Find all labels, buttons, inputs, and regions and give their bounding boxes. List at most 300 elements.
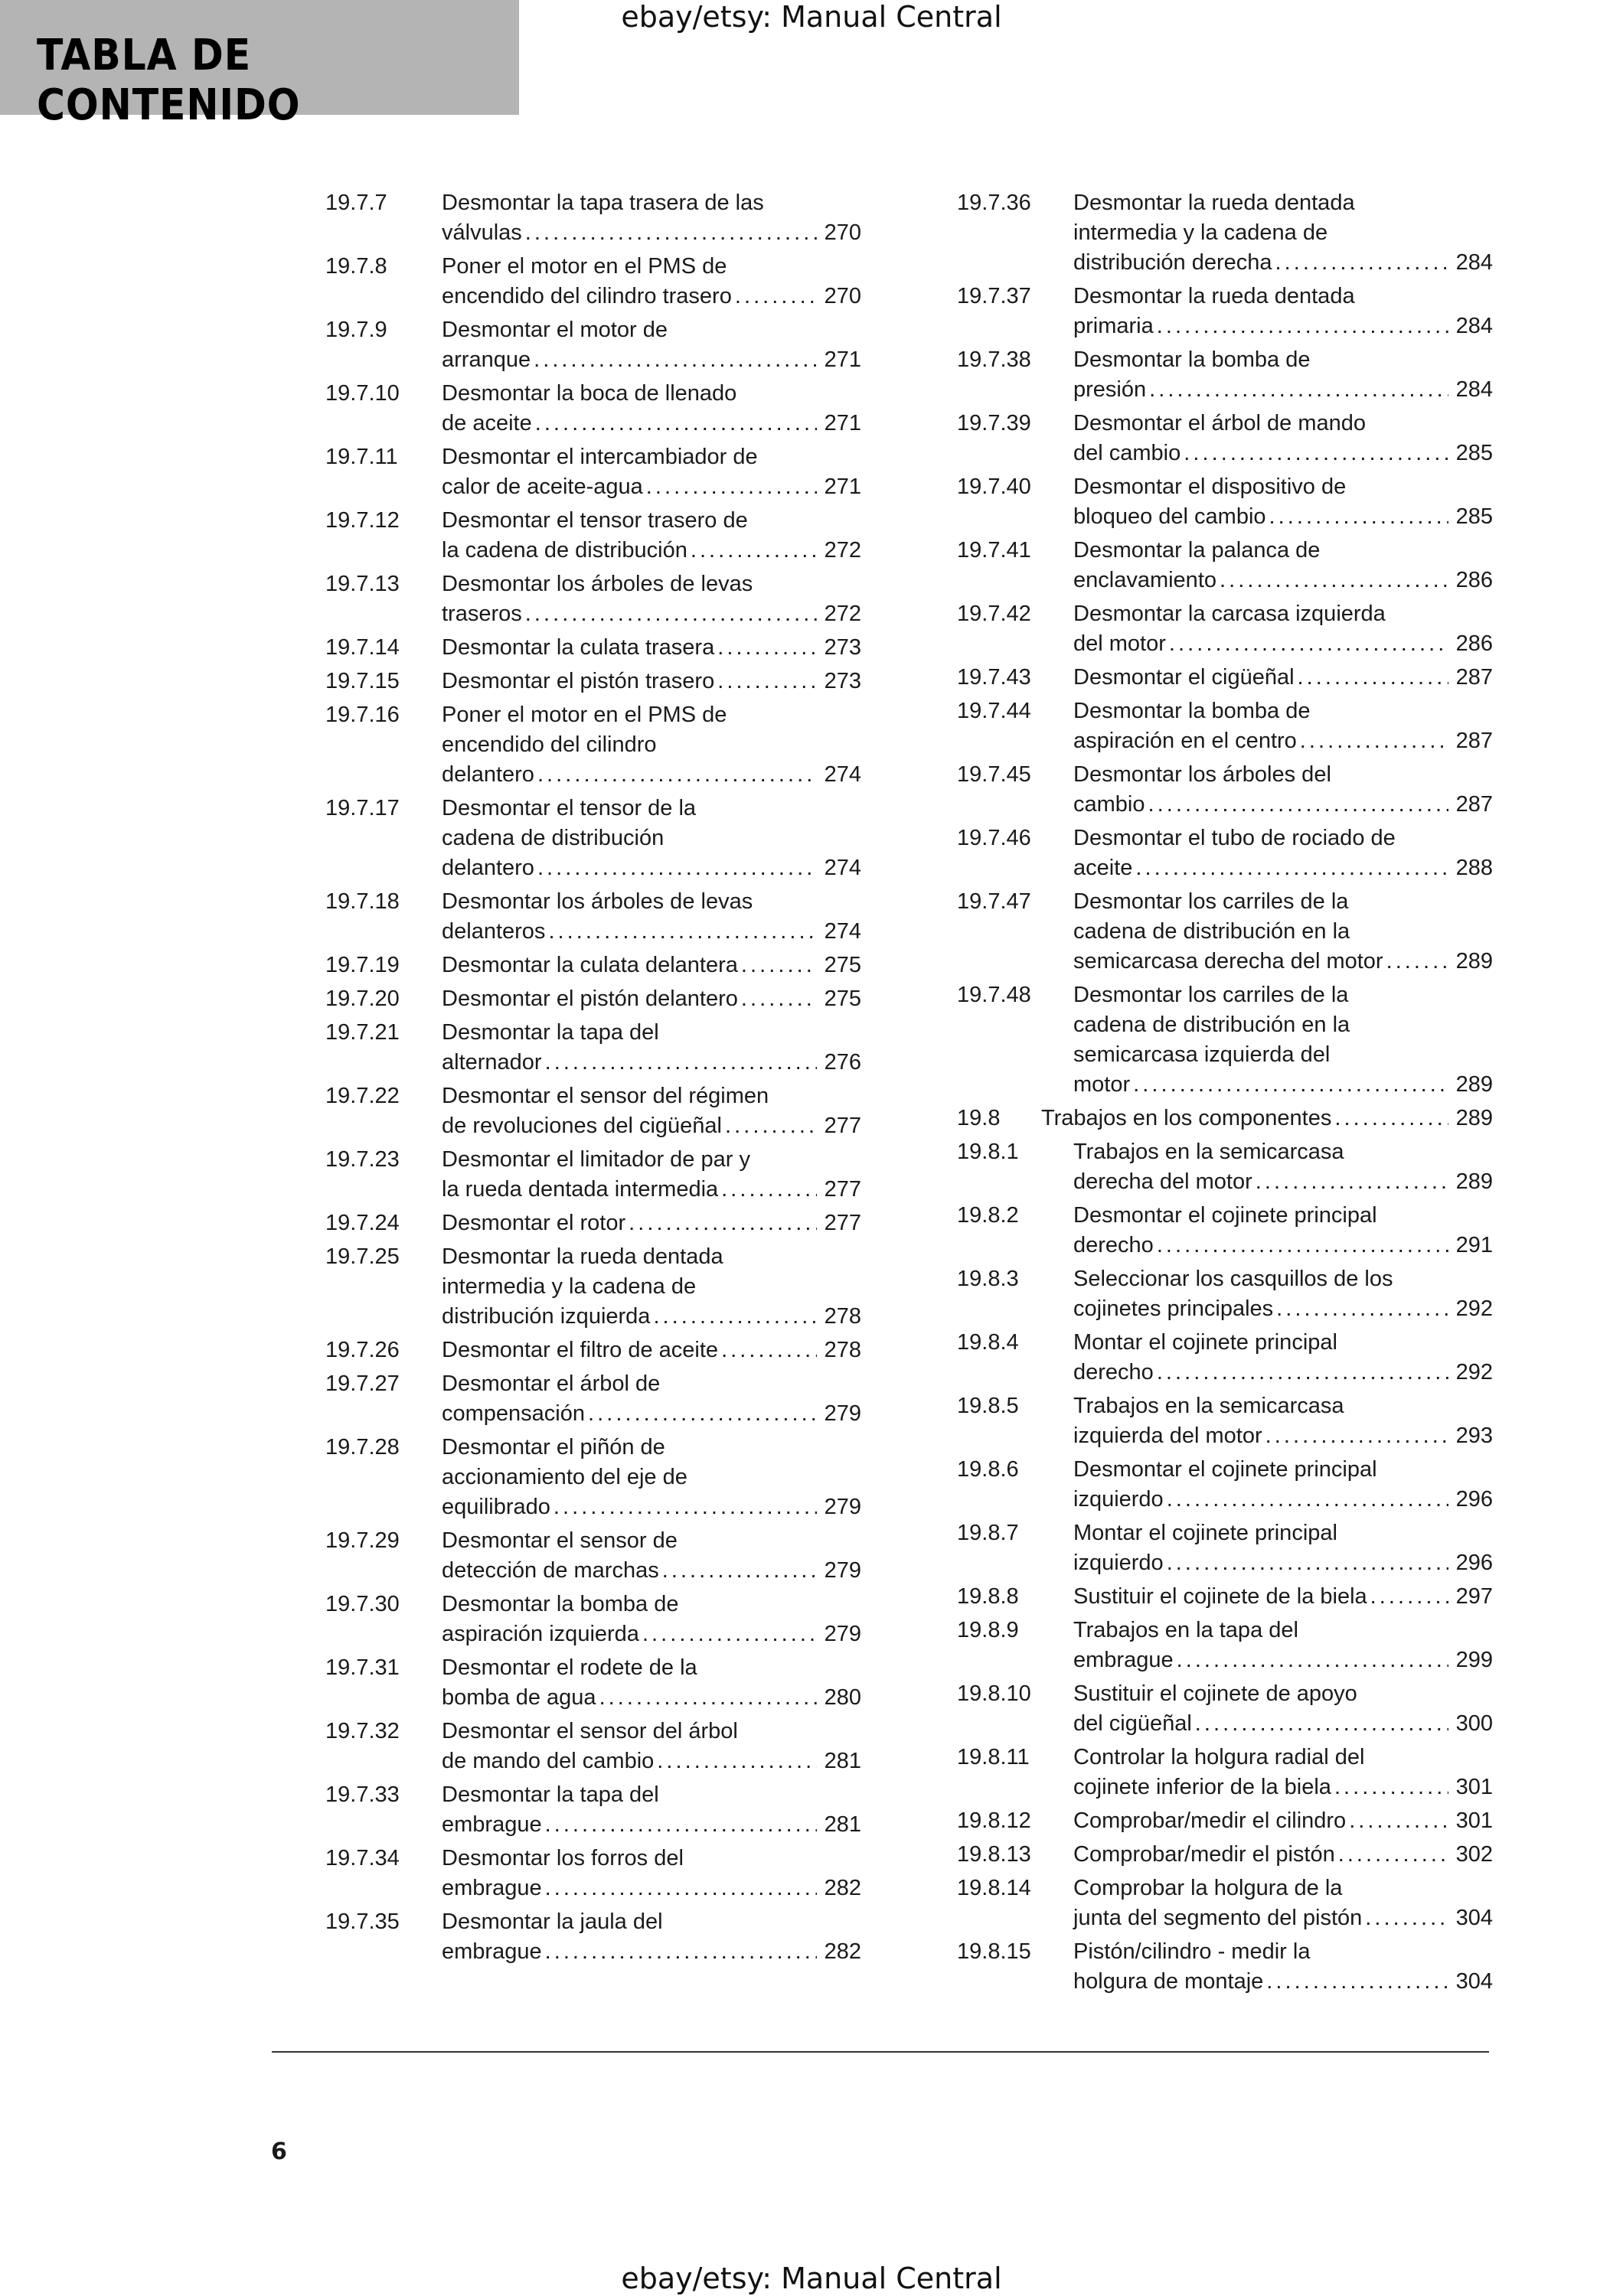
toc-entry-number: 19.7.22	[325, 1084, 400, 1108]
toc-entry[interactable]	[325, 1526, 861, 1586]
toc-entry-number: 19.7.38	[957, 347, 1031, 372]
toc-entry-number: 19.7.23	[325, 1147, 400, 1172]
toc-leader-dots	[1298, 663, 1448, 693]
toc-entry-number: 19.7.32	[325, 1719, 400, 1743]
toc-leader-dots	[1157, 1231, 1448, 1261]
toc-entry-title: Desmontar la rueda dentada	[1073, 284, 1355, 308]
toc-entry[interactable]	[957, 1937, 1493, 1997]
toc-leader-dots	[545, 1874, 817, 1903]
toc-entry-title: Trabajos en los componentes	[1041, 1106, 1332, 1130]
toc-entry-title: Seleccionar los casquillos de los	[1073, 1267, 1393, 1291]
toc-entry[interactable]	[325, 1590, 861, 1649]
toc-entry-title: embrague	[442, 1812, 542, 1837]
toc-leader-dots	[1167, 1485, 1448, 1515]
toc-entry[interactable]	[325, 506, 861, 566]
toc-entry-number: 19.8.6	[957, 1457, 1019, 1482]
toc-entry-number: 19.7.17	[325, 796, 400, 820]
toc-entry-page: 275	[824, 987, 861, 1011]
toc-entry[interactable]	[325, 667, 861, 696]
toc-entry[interactable]	[325, 379, 861, 439]
toc-entry-number: 19.8.5	[957, 1394, 1019, 1418]
toc-entry-page: 304	[1455, 1906, 1493, 1930]
toc-entry[interactable]	[325, 1369, 861, 1429]
toc-leader-dots	[1157, 311, 1448, 341]
toc-entry-title: compensación	[442, 1401, 585, 1426]
toc-entry-number: 19.7.35	[325, 1910, 400, 1934]
toc-leader-dots	[691, 536, 817, 566]
toc-entry-title: calor de aceite-agua	[442, 475, 643, 499]
toc-entry-title: junta del segmento del pistón	[1073, 1906, 1363, 1930]
toc-entry-page: 287	[1455, 792, 1493, 817]
toc-entry-title: izquierdo	[1073, 1487, 1164, 1512]
toc-leader-dots	[545, 1937, 817, 1967]
toc-entry-page: 302	[1455, 1842, 1493, 1867]
toc-entry-title: Desmontar el piñón de	[442, 1435, 665, 1459]
toc-entry-title: válvulas	[442, 220, 522, 245]
toc-entry-page: 285	[1455, 441, 1493, 465]
toc-entry-page: 273	[824, 635, 861, 660]
toc-entry-page: 275	[824, 953, 861, 977]
toc-entry[interactable]	[325, 794, 861, 883]
toc-entry-title: Desmontar el cojinete principal	[1073, 1203, 1377, 1228]
toc-entry[interactable]	[957, 599, 1493, 659]
toc-entry-title: del motor	[1073, 631, 1166, 656]
toc-entry-title: arranque	[442, 347, 531, 372]
toc-entry-page: 292	[1455, 1296, 1493, 1321]
toc-entry[interactable]	[957, 1743, 1493, 1802]
toc-entry-number: 19.7.7	[325, 191, 387, 215]
toc-entry-page: 274	[824, 762, 861, 787]
toc-entry-page: 288	[1455, 856, 1493, 880]
toc-entry-number: 19.7.14	[325, 635, 400, 660]
toc-entry-title: Trabajos en la semicarcasa	[1073, 1394, 1344, 1418]
toc-entry-page: 277	[824, 1211, 861, 1235]
toc-entry-title: semicarcasa izquierda del	[1073, 1042, 1331, 1067]
toc-entry-title: Desmontar el limitador de par y	[442, 1147, 750, 1172]
toc-entry-number: 19.7.37	[957, 284, 1031, 308]
toc-leader-dots	[725, 1111, 817, 1141]
toc-entry[interactable]	[957, 1679, 1493, 1739]
toc-entry-number: 19.7.12	[325, 508, 400, 533]
toc-leader-dots	[525, 599, 817, 629]
toc-entry-title: Desmontar el sensor del árbol	[442, 1719, 738, 1743]
toc-entry-page: 282	[824, 1876, 861, 1900]
toc-entry-number: 19.7.45	[957, 762, 1031, 787]
toc-entry[interactable]	[957, 1518, 1493, 1578]
toc-entry-title: cojinete inferior de la biela	[1073, 1775, 1331, 1799]
toc-entry[interactable]	[957, 980, 1493, 1100]
toc-leader-dots	[721, 1175, 816, 1205]
toc-entry-title: Desmontar el filtro de aceite	[442, 1338, 719, 1362]
toc-entry-title: Desmontar el tensor de la	[442, 796, 697, 820]
toc-entry[interactable]	[325, 252, 861, 311]
toc-entry-title: intermedia y la cadena de	[1073, 220, 1328, 245]
toc-leader-dots	[525, 218, 817, 248]
toc-entry-number: 19.8.1	[957, 1140, 1019, 1164]
toc-leader-dots	[1276, 1294, 1448, 1324]
toc-leader-dots	[1349, 1806, 1448, 1836]
toc-entry-page: 274	[824, 856, 861, 880]
toc-leader-dots	[1157, 1358, 1448, 1388]
toc-entry-page: 286	[1455, 568, 1493, 592]
toc-entry-page: 271	[824, 475, 861, 499]
toc-entry-number: 19.7.13	[325, 572, 400, 596]
toc-entry[interactable]	[957, 1616, 1493, 1675]
toc-entry-title: izquierda del motor	[1073, 1424, 1262, 1448]
toc-entry-title: Desmontar el tubo de rociado de	[1073, 826, 1396, 850]
toc-entry[interactable]	[325, 984, 861, 1014]
toc-entry-title: Sustituir el cojinete de apoyo	[1073, 1681, 1357, 1706]
toc-entry-title: aspiración izquierda	[442, 1622, 639, 1646]
toc-leader-dots	[554, 1492, 817, 1522]
toc-entry-number: 19.7.21	[325, 1020, 400, 1045]
toc-entry-page: 276	[824, 1050, 861, 1075]
toc-leader-dots	[642, 1619, 817, 1649]
toc-entry[interactable]	[957, 536, 1493, 595]
toc-leader-dots	[1265, 1421, 1448, 1451]
toc-entry-title: Desmontar la bomba de	[442, 1592, 679, 1616]
toc-leader-dots	[717, 633, 816, 663]
toc-entry-title: aspiración en el centro	[1073, 729, 1297, 753]
toc-entry[interactable]	[957, 1806, 1493, 1836]
toc-entry-title: derecho	[1073, 1360, 1154, 1384]
toc-entry-title: derecha del motor	[1073, 1169, 1252, 1194]
toc-entry-title: encendido del cilindro trasero	[442, 284, 732, 308]
toc-entry-number: 19.7.34	[325, 1846, 400, 1870]
toc-leader-dots	[1269, 502, 1448, 532]
toc-entry-title: motor	[1073, 1072, 1131, 1097]
toc-leader-dots	[599, 1683, 817, 1713]
toc-entry-title: embrague	[442, 1939, 542, 1964]
toc-entry[interactable]	[957, 1137, 1493, 1197]
toc-entry[interactable]	[325, 1018, 861, 1078]
toc-entry-page: 272	[824, 602, 861, 626]
toc-entry-title: traseros	[442, 602, 522, 626]
toc-column-left	[325, 188, 861, 1971]
toc-entry-title: semicarcasa derecha del motor	[1073, 949, 1383, 974]
toc-entry[interactable]	[325, 700, 861, 790]
toc-entry-title: delantero	[442, 762, 534, 787]
toc-entry-title: derecho	[1073, 1233, 1154, 1257]
toc-entry[interactable]	[325, 1780, 861, 1840]
toc-entry[interactable]	[957, 345, 1493, 405]
toc-entry-title: cambio	[1073, 792, 1145, 817]
toc-entry-number: 19.7.10	[325, 381, 400, 406]
toc-entry-page: 296	[1455, 1551, 1493, 1575]
toc-entry-number: 19.7.26	[325, 1338, 400, 1362]
toc-entry[interactable]	[325, 442, 861, 502]
toc-leader-dots	[545, 1810, 817, 1840]
toc-entry-page: 284	[1455, 377, 1493, 402]
toc-entry-number: 19.7.24	[325, 1211, 400, 1235]
toc-leader-dots	[537, 760, 817, 790]
toc-entry-page: 284	[1455, 314, 1493, 338]
toc-entry[interactable]	[957, 887, 1493, 977]
toc-entry-number: 19.8.7	[957, 1521, 1019, 1545]
toc-entry-page: 279	[824, 1622, 861, 1646]
toc-leader-dots	[662, 1556, 817, 1586]
toc-entry-number: 19.7.47	[957, 889, 1031, 914]
toc-entry-title: Desmontar la rueda dentada	[442, 1244, 723, 1269]
toc-entry-title: de aceite	[442, 411, 532, 435]
toc-entry-page: 278	[824, 1304, 861, 1329]
toc-entry[interactable]	[957, 1874, 1493, 1933]
toc-entry-page: 289	[1455, 949, 1493, 974]
toc-leader-dots	[1133, 1070, 1448, 1100]
toc-entry[interactable]	[325, 188, 861, 248]
toc-entry-title: aceite	[1073, 856, 1133, 880]
toc-entry-number: 19.7.20	[325, 987, 400, 1011]
toc-leader-dots	[1370, 1582, 1448, 1612]
toc-leader-dots	[1167, 1548, 1448, 1578]
toc-entry-number: 19.7.31	[325, 1655, 400, 1680]
toc-entry-page: 279	[824, 1558, 861, 1583]
toc-entry-title: accionamiento del eje de	[442, 1465, 687, 1489]
toc-leader-dots	[657, 1746, 816, 1776]
toc-entry-title: Comprobar/medir el cilindro	[1073, 1808, 1347, 1833]
toc-entry-title: cadena de distribución	[442, 826, 665, 850]
toc-entry[interactable]	[325, 887, 861, 947]
watermark-top: ebay/etsy: Manual Central	[621, 0, 1002, 34]
toc-entry-number: 19.7.18	[325, 889, 400, 914]
toc-entry-title: Desmontar el pistón trasero	[442, 669, 715, 693]
toc-entry[interactable]	[957, 1104, 1493, 1133]
toc-entry-page: 286	[1455, 631, 1493, 656]
toc-entry-title: bloqueo del cambio	[1073, 504, 1266, 529]
toc-entry-title: enclavamiento	[1073, 568, 1216, 592]
toc-entry-page: 292	[1455, 1360, 1493, 1384]
toc-entry-page: 271	[824, 411, 861, 435]
toc-entry-number: 19.7.19	[325, 953, 400, 977]
toc-entry-title: Desmontar la tapa del	[442, 1020, 659, 1045]
toc-entry-number: 19.7.36	[957, 191, 1031, 215]
toc-entry-number: 19.8.8	[957, 1584, 1019, 1609]
toc-entry-title: distribución izquierda	[442, 1304, 651, 1329]
toc-entry-page: 304	[1455, 1969, 1493, 1994]
toc-entry-page: 287	[1455, 665, 1493, 690]
toc-entry[interactable]	[957, 1840, 1493, 1870]
toc-entry-page: 278	[824, 1338, 861, 1362]
toc-entry-title: Desmontar el pistón delantero	[442, 987, 738, 1011]
toc-entry-title: Desmontar los árboles del	[1073, 762, 1331, 787]
toc-entry-title: Desmontar la jaula del	[442, 1910, 663, 1934]
toc-entry-page: 277	[824, 1177, 861, 1202]
toc-entry-title: cadena de distribución en la	[1073, 919, 1350, 944]
toc-entry-page: 285	[1455, 504, 1493, 529]
toc-entry-title: del cambio	[1073, 441, 1181, 465]
toc-entry[interactable]	[325, 1717, 861, 1776]
toc-leader-dots	[717, 667, 816, 696]
toc-leader-dots	[1386, 947, 1448, 977]
toc-entry[interactable]	[957, 188, 1493, 278]
toc-entry-title: Sustituir el cojinete de la biela	[1073, 1584, 1367, 1609]
toc-entry[interactable]	[325, 1336, 861, 1365]
toc-entry-page: 281	[824, 1749, 861, 1773]
toc-entry-title: de mando del cambio	[442, 1749, 655, 1773]
toc-entry-page: 270	[824, 220, 861, 245]
toc-entry-number: 19.7.16	[325, 703, 400, 727]
toc-entry-title: cojinetes principales	[1073, 1296, 1274, 1321]
toc-entry-number: 19.8.11	[957, 1745, 1030, 1769]
toc-entry-number: 19.7.30	[325, 1592, 400, 1616]
toc-leader-dots	[1169, 629, 1448, 659]
toc-entry-title: Pistón/cilindro - medir la	[1073, 1939, 1311, 1964]
toc-entry[interactable]	[957, 1582, 1493, 1612]
toc-entry-number: 19.8.13	[957, 1842, 1031, 1867]
toc-entry-number: 19.7.29	[325, 1528, 400, 1553]
toc-entry-title: Desmontar la palanca de	[1073, 538, 1321, 563]
toc-entry-title: del cigüeñal	[1073, 1711, 1192, 1736]
toc-entry-page: 280	[824, 1685, 861, 1710]
toc-entry[interactable]	[325, 1844, 861, 1903]
toc-entry-title: Desmontar la carcasa izquierda	[1073, 602, 1386, 626]
toc-entry-page: 272	[824, 538, 861, 563]
toc-entry[interactable]	[325, 315, 861, 375]
toc-entry-number: 19.7.9	[325, 318, 387, 342]
toc-entry-number: 19.7.43	[957, 665, 1031, 690]
toc-leader-dots	[1135, 853, 1448, 883]
toc-entry-title: presión	[1073, 377, 1147, 402]
page-title: TABLA DE CONTENIDO	[37, 31, 301, 130]
toc-entry[interactable]	[325, 569, 861, 629]
toc-entry[interactable]	[957, 1201, 1493, 1261]
toc-entry-number: 19.7.41	[957, 538, 1031, 563]
toc-entry[interactable]	[325, 1653, 861, 1713]
toc-entry-page: 279	[824, 1495, 861, 1519]
toc-entry-title: Desmontar el sensor del régimen	[442, 1084, 769, 1108]
toc-entry[interactable]	[325, 1081, 861, 1141]
toc-entry-page: 271	[824, 347, 861, 372]
toc-entry[interactable]	[957, 472, 1493, 532]
toc-entry[interactable]	[325, 633, 861, 663]
toc-entry-page: 270	[824, 284, 861, 308]
toc-entry-title: equilibrado	[442, 1495, 550, 1519]
toc-entry[interactable]	[957, 282, 1493, 341]
toc-entry-title: Desmontar los carriles de la	[1073, 889, 1349, 914]
toc-entry-title: Desmontar el sensor de	[442, 1528, 678, 1553]
toc-entry[interactable]	[957, 409, 1493, 468]
toc-entry-number: 19.8.15	[957, 1939, 1031, 1964]
toc-entry-title: Desmontar la boca de llenado	[442, 381, 737, 406]
toc-entry-number: 19.7.25	[325, 1244, 400, 1269]
toc-leader-dots	[646, 472, 817, 502]
toc-entry-title: cadena de distribución en la	[1073, 1013, 1350, 1037]
toc-entry-title: de revoluciones del cigüeñal	[442, 1114, 722, 1138]
toc-entry[interactable]	[957, 663, 1493, 693]
toc-entry-title: Desmontar la tapa del	[442, 1782, 659, 1807]
toc-entry-number: 19.7.46	[957, 826, 1031, 850]
toc-entry-title: Desmontar la culata delantera	[442, 953, 738, 977]
toc-entry-title: delantero	[442, 856, 534, 880]
toc-entry-number: 19.8.3	[957, 1267, 1019, 1291]
toc-entry-page: 289	[1455, 1169, 1493, 1194]
toc-entry-title: embrague	[442, 1876, 542, 1900]
toc-entry-number: 19.7.15	[325, 669, 400, 693]
toc-entry[interactable]	[957, 760, 1493, 820]
toc-entry-title: primaria	[1073, 314, 1154, 338]
toc-entry-page: 291	[1455, 1233, 1493, 1257]
toc-entry[interactable]	[957, 1264, 1493, 1324]
toc-entry-title: intermedia y la cadena de	[442, 1274, 697, 1299]
toc-entry-page: 287	[1455, 729, 1493, 753]
toc-entry-page: 284	[1455, 250, 1493, 275]
toc-entry-title: Desmontar la culata trasera	[442, 635, 715, 660]
toc-entry-title: Desmontar el cojinete principal	[1073, 1457, 1377, 1482]
toc-entry-title: Desmontar el cigüeñal	[1073, 665, 1295, 690]
toc-entry-number: 19.8.4	[957, 1330, 1019, 1355]
toc-entry-title: detección de marchas	[442, 1558, 659, 1583]
toc-leader-dots	[1300, 726, 1448, 756]
toc-entry-title: Poner el motor en el PMS de	[442, 254, 727, 279]
toc-entry[interactable]	[325, 1907, 861, 1967]
page-number: 6	[271, 2138, 287, 2165]
toc-entry[interactable]	[325, 1433, 861, 1522]
toc-entry[interactable]	[325, 1242, 861, 1332]
toc-entry-title: Desmontar el tensor trasero de	[442, 508, 748, 533]
toc-column-right	[957, 188, 1493, 2001]
toc-entry-title: embrague	[1073, 1648, 1174, 1672]
toc-leader-dots	[588, 1399, 817, 1429]
toc-entry[interactable]	[325, 1145, 861, 1205]
toc-leader-dots	[1149, 375, 1448, 405]
toc-entry[interactable]	[325, 951, 861, 980]
toc-entry-page: 282	[824, 1939, 861, 1964]
toc-leader-dots	[1195, 1709, 1448, 1739]
toc-entry-title: Desmontar el rodete de la	[442, 1655, 697, 1680]
toc-entry-number: 19.7.8	[325, 254, 387, 279]
toc-entry-title: Trabajos en la tapa del	[1073, 1618, 1298, 1642]
toc-entry[interactable]	[957, 1455, 1493, 1515]
toc-entry-title: Desmontar el intercambiador de	[442, 445, 758, 469]
toc-leader-dots	[1334, 1104, 1448, 1133]
toc-entry-page: 289	[1455, 1106, 1493, 1130]
toc-leader-dots	[653, 1302, 816, 1332]
toc-entry-number: 19.7.48	[957, 983, 1031, 1007]
toc-entry[interactable]	[957, 696, 1493, 756]
toc-entry[interactable]	[325, 1208, 861, 1238]
toc-leader-dots	[1266, 1967, 1448, 1997]
toc-entry-title: encendido del cilindro	[442, 732, 657, 757]
toc-entry-title: Desmontar el árbol de	[442, 1371, 661, 1396]
toc-entry[interactable]	[957, 823, 1493, 883]
toc-entry-number: 19.7.33	[325, 1782, 400, 1807]
toc-entry-title: izquierdo	[1073, 1551, 1164, 1575]
toc-leader-dots	[1220, 566, 1448, 595]
toc-entry-title: Desmontar el árbol de mando	[1073, 411, 1367, 435]
toc-entry-number: 19.7.40	[957, 475, 1031, 499]
toc-entry-page: 279	[824, 1401, 861, 1426]
toc-entry-title: la rueda dentada intermedia	[442, 1177, 719, 1202]
toc-entry[interactable]	[957, 1391, 1493, 1451]
toc-entry-title: Desmontar los carriles de la	[1073, 983, 1349, 1007]
toc-entry-page: 297	[1455, 1584, 1493, 1609]
toc-entry-title: Desmontar el dispositivo de	[1073, 475, 1347, 499]
toc-entry-title: Comprobar/medir el pistón	[1073, 1842, 1335, 1867]
toc-entry-number: 19.8.2	[957, 1203, 1019, 1228]
toc-leader-dots	[1177, 1645, 1448, 1675]
toc-entry-number: 19.7.11	[325, 445, 398, 469]
toc-entry-title: Trabajos en la semicarcasa	[1073, 1140, 1344, 1164]
toc-entry-title: distribución derecha	[1073, 250, 1272, 275]
toc-leader-dots	[1365, 1903, 1448, 1933]
toc-leader-dots	[741, 984, 817, 1014]
toc-entry-title: Comprobar la holgura de la	[1073, 1876, 1343, 1900]
toc-leader-dots	[1256, 1167, 1448, 1197]
toc-entry[interactable]	[957, 1328, 1493, 1388]
toc-entry-page: 274	[824, 919, 861, 944]
toc-entry-number: 19.8.14	[957, 1876, 1031, 1900]
toc-entry-page: 289	[1455, 1072, 1493, 1097]
